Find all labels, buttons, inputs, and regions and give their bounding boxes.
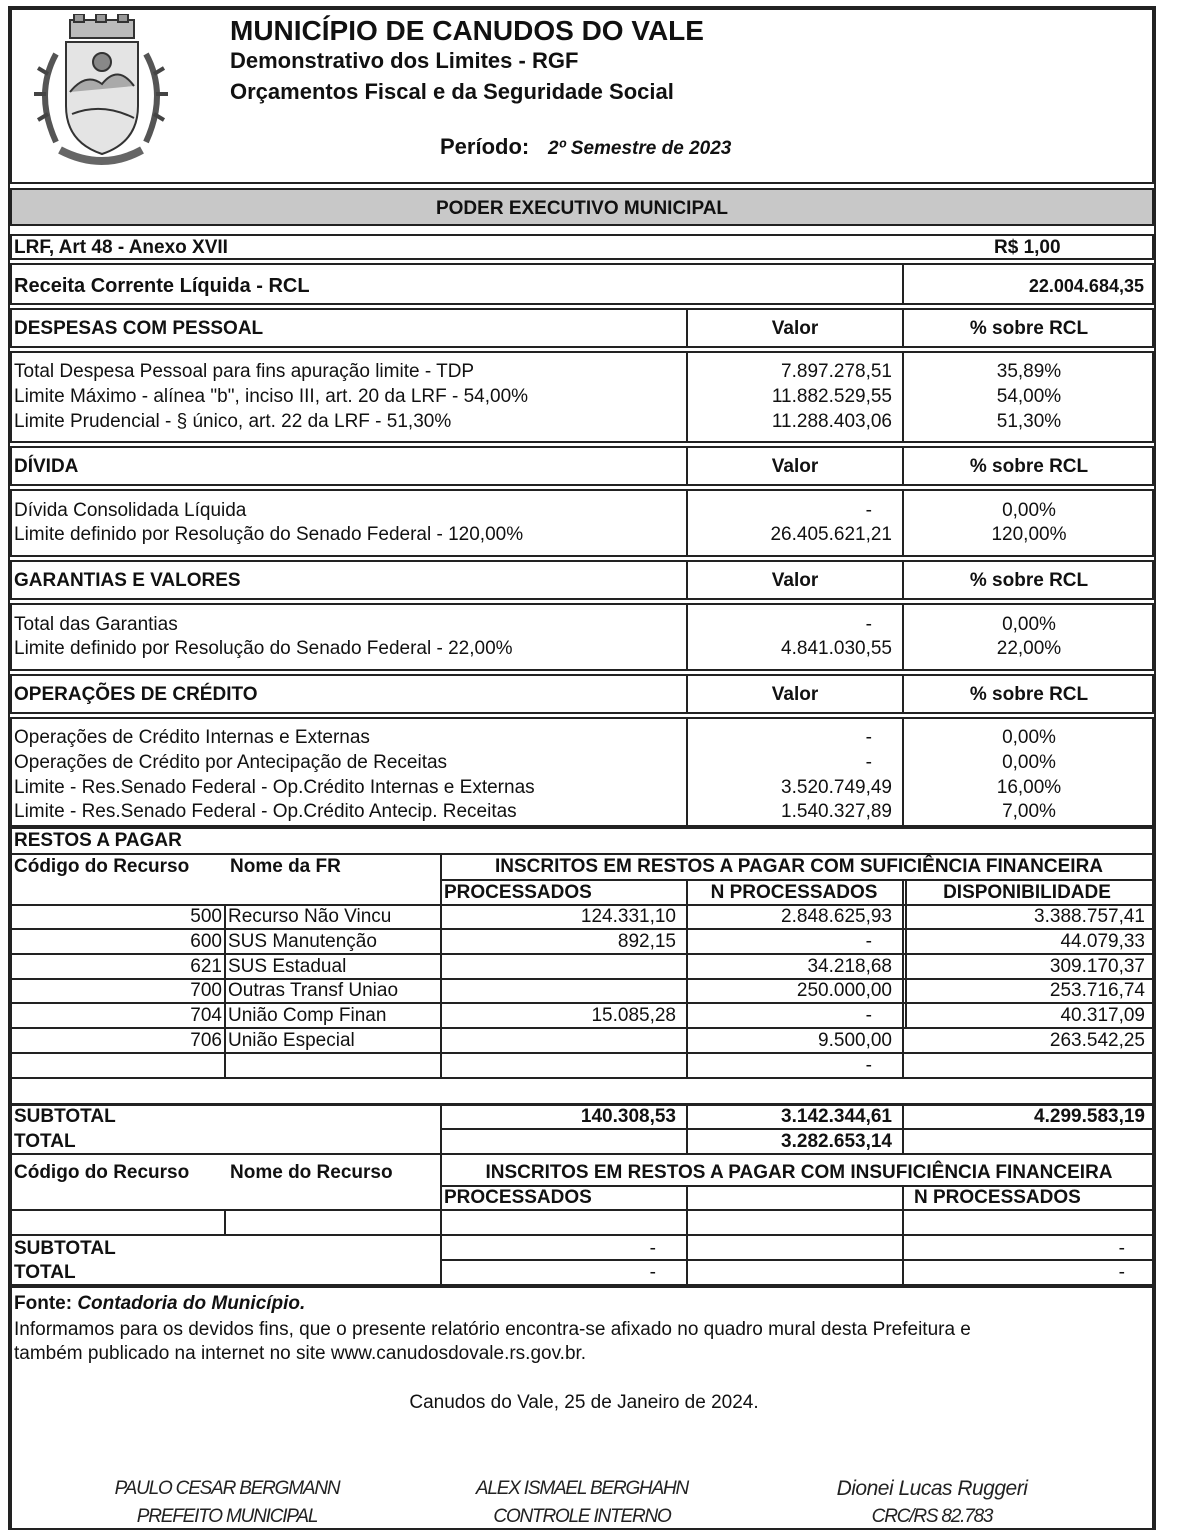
info-line-1: Informamos para os devidos fins, que o presente relatório encontra-se afixado no quadro mural desta Prefeitura e (14, 1319, 971, 1340)
proc-cell: 124.331,10 (580, 906, 676, 927)
insuf-subtotal-label: SUBTOTAL (14, 1238, 116, 1259)
fonte-label: Fonte: (14, 1293, 73, 1314)
insuf-processados-header: PROCESSADOS (444, 1187, 592, 1208)
proc-cell: 892,15 (617, 931, 676, 952)
header-block (10, 8, 1154, 184)
cod-recurso-header: Código do Recurso (14, 1162, 190, 1183)
pessoal-title: DESPESAS COM PESSOAL (14, 318, 264, 339)
credito-row-pct: 16,00% (996, 777, 1062, 798)
pessoal-body (10, 351, 1154, 443)
pessoal-header (10, 308, 1154, 348)
pessoal-row-pct: 51,30% (996, 411, 1062, 432)
subtotal-nproc: 3.142.344,61 (781, 1106, 892, 1127)
credito-row-label: Limite - Res.Senado Federal - Op.Crédito Internas e Externas (14, 777, 535, 798)
disp-cell: 309.170,37 (1049, 956, 1145, 977)
signature-role: CRC/RS 82.783 (871, 1506, 993, 1527)
divida-row-valor: 26.405.621,21 (770, 524, 892, 545)
signature-name: Dionei Lucas Ruggeri (836, 1477, 1028, 1500)
cod-recurso-header: Código do Recurso (14, 856, 190, 877)
pessoal-row-valor: 7.897.278,51 (781, 361, 892, 382)
signature-role: CONTROLE INTERNO (493, 1506, 671, 1527)
subtotal-label: SUBTOTAL (14, 1106, 116, 1127)
nproc-cell: 250.000,00 (796, 980, 892, 1001)
credito-row-label: Operações de Crédito por Antecipação de Receitas (14, 752, 448, 773)
rcl-label: Receita Corrente Líquida - RCL (14, 275, 310, 297)
nome-fr-header: Nome da FR (230, 856, 341, 877)
total-nproc: 3.282.653,14 (781, 1131, 892, 1152)
n-processados-header: N PROCESSADOS (710, 882, 878, 903)
nome-cell: SUS Estadual (228, 956, 347, 977)
divida-row-label: Dívida Consolidada Líquida (14, 500, 247, 521)
credito-row-valor: - (865, 727, 872, 748)
restos-block (10, 827, 1154, 1286)
credito-row-valor: 1.540.327,89 (781, 801, 892, 822)
divida-header (10, 446, 1154, 486)
credito-header (10, 674, 1154, 714)
suficiencia-header: INSCRITOS EM RESTOS A PAGAR COM SUFICIÊNCIA FINANCEIRA (494, 856, 1104, 877)
pessoal-row-valor: 11.882.529,55 (771, 386, 892, 407)
disp-cell: 44.079,33 (1060, 931, 1145, 952)
insuficiencia-header: INSCRITOS EM RESTOS A PAGAR COM INSUFICIÊNCIA FINANCEIRA (485, 1162, 1113, 1183)
report-page (8, 6, 1156, 1530)
banner-title: PODER EXECUTIVO MUNICIPAL (435, 198, 729, 219)
pessoal-row-pct: 35,89% (996, 361, 1062, 382)
disp-cell: 40.317,09 (1060, 1005, 1145, 1026)
subtotal-disp: 4.299.583,19 (1034, 1106, 1145, 1127)
lrf-label: LRF, Art 48 - Anexo XVII (14, 237, 228, 258)
nome-cell: União Comp Finan (228, 1005, 387, 1026)
report-subtitle: Demonstrativo dos Limites - RGF (230, 48, 579, 73)
garantias-row-label: Limite definido por Resolução do Senado Federal - 22,00% (14, 638, 513, 659)
pct-col-header: % sobre RCL (969, 318, 1089, 339)
cod-cell: 500 (190, 906, 222, 927)
garantias-header (10, 560, 1154, 600)
credito-row-label: Operações de Crédito Internas e Externas (14, 727, 370, 748)
report-budget-subtitle: Orçamentos Fiscal e da Seguridade Social (230, 79, 674, 104)
cod-cell: 700 (190, 980, 222, 1001)
insuf-total-label: TOTAL (14, 1262, 76, 1283)
divida-title: DÍVIDA (14, 456, 79, 477)
garantias-row-pct: 22,00% (996, 638, 1062, 659)
garantias-body (10, 603, 1154, 671)
pct-col-header: % sobre RCL (969, 684, 1089, 705)
pct-col-header: % sobre RCL (969, 456, 1089, 477)
insuf-total-nproc: - (1118, 1262, 1125, 1283)
pessoal-row-label: Limite Prudencial - § único, art. 22 da LRF - 51,30% (14, 411, 452, 432)
pessoal-row-label: Total Despesa Pessoal para fins apuração limite - TDP (14, 361, 475, 382)
total-label: TOTAL (14, 1131, 76, 1152)
garantias-row-pct: 0,00% (1002, 614, 1056, 635)
garantias-title: GARANTIAS E VALORES (14, 570, 241, 591)
subtotal-proc: 140.308,53 (580, 1106, 676, 1127)
period-label: Período: (440, 134, 530, 159)
footer-block (10, 1286, 1154, 1528)
pessoal-row-pct: 54,00% (996, 386, 1062, 407)
proc-cell: 15.085,28 (591, 1005, 676, 1026)
valor-col-header: Valor (771, 456, 819, 477)
nproc-cell: - (865, 931, 872, 952)
cod-cell: 704 (190, 1005, 222, 1026)
credito-row-pct: 0,00% (1002, 752, 1056, 773)
pct-col-header: % sobre RCL (969, 570, 1089, 591)
cod-cell: 600 (190, 931, 222, 952)
credito-row-pct: 7,00% (1002, 801, 1056, 822)
credito-title: OPERAÇÕES DE CRÉDITO (14, 684, 258, 705)
credito-row-valor: 3.520.749,49 (781, 777, 892, 798)
garantias-row-valor: - (865, 614, 872, 635)
divida-row-valor: - (865, 500, 872, 521)
insuf-n-processados-header: N PROCESSADOS (914, 1187, 1081, 1208)
fonte-line (14, 1293, 305, 1315)
valor-col-header: Valor (771, 684, 819, 705)
rcl-row (10, 263, 1154, 305)
nome-cell: Recurso Não Vincu (228, 906, 392, 927)
nome-cell: SUS Manutenção (228, 931, 377, 952)
municipio-title: MUNICÍPIO DE CANUDOS DO VALE (230, 15, 704, 46)
processados-header: PROCESSADOS (444, 882, 592, 903)
credito-row-label: Limite - Res.Senado Federal - Op.Crédito Antecip. Receitas (14, 801, 517, 822)
nproc-cell: 9.500,00 (818, 1030, 892, 1051)
rcl-value: 22.004.684,35 (1028, 276, 1144, 296)
divida-row-pct: 120,00% (991, 524, 1067, 545)
garantias-row-label: Total das Garantias (14, 614, 178, 635)
disp-cell: 3.388.757,41 (1034, 906, 1145, 927)
nome-cell: Outras Transf Uniao (228, 980, 399, 1001)
info-line-2: também publicado na internet no site www.canudosdovale.rs.gov.br. (14, 1343, 587, 1364)
credito-row-pct: 0,00% (1002, 727, 1056, 748)
signature-role: PREFEITO MUNICIPAL (136, 1506, 318, 1527)
fonte-value: Contadoria do Município. (77, 1293, 306, 1314)
valor-col-header: Valor (771, 318, 819, 339)
signature-date: Canudos do Vale, 25 de Janeiro de 2024. (409, 1392, 759, 1413)
cod-cell: 706 (190, 1030, 222, 1051)
divida-row-pct: 0,00% (1002, 500, 1056, 521)
divida-row-label: Limite definido por Resolução do Senado Federal - 120,00% (14, 524, 524, 545)
lrf-row (10, 234, 1154, 260)
coat-of-arms-icon (26, 14, 176, 172)
insuf-subtotal-proc: - (649, 1238, 656, 1259)
signature-name: ALEX ISMAEL BERGHAHN (475, 1478, 689, 1499)
garantias-row-valor: 4.841.030,55 (781, 638, 892, 659)
pessoal-row-label: Limite Máximo - alínea "b", inciso III, art. 20 da LRF - 54,00% (14, 386, 529, 407)
nproc-cell: 2.848.625,93 (781, 906, 892, 927)
disponibilidade-header: DISPONIBILIDADE (943, 882, 1111, 903)
period-value: 2º Semestre de 2023 (548, 138, 732, 159)
nproc-cell: - (865, 1005, 872, 1026)
credito-body (10, 717, 1154, 827)
nproc-cell: - (865, 1055, 872, 1076)
banner-bar (10, 188, 1154, 226)
currency-label: R$ 1,00 (994, 237, 1061, 258)
cod-cell: 621 (190, 956, 222, 977)
insuf-total-proc: - (649, 1262, 656, 1283)
credito-row-valor: - (865, 752, 872, 773)
disp-cell: 263.542,25 (1049, 1030, 1145, 1051)
valor-col-header: Valor (771, 570, 819, 591)
nproc-cell: 34.218,68 (807, 956, 892, 977)
signature-name: PAULO CESAR BERGMANN (114, 1478, 340, 1499)
restos-title: RESTOS A PAGAR (14, 830, 182, 851)
divida-body (10, 489, 1154, 557)
nome-recurso-header: Nome do Recurso (230, 1162, 393, 1183)
disp-cell: 253.716,74 (1049, 980, 1145, 1001)
insuf-subtotal-nproc: - (1118, 1238, 1125, 1259)
pessoal-row-valor: 11.288.403,06 (771, 411, 892, 432)
nome-cell: União Especial (228, 1030, 355, 1051)
